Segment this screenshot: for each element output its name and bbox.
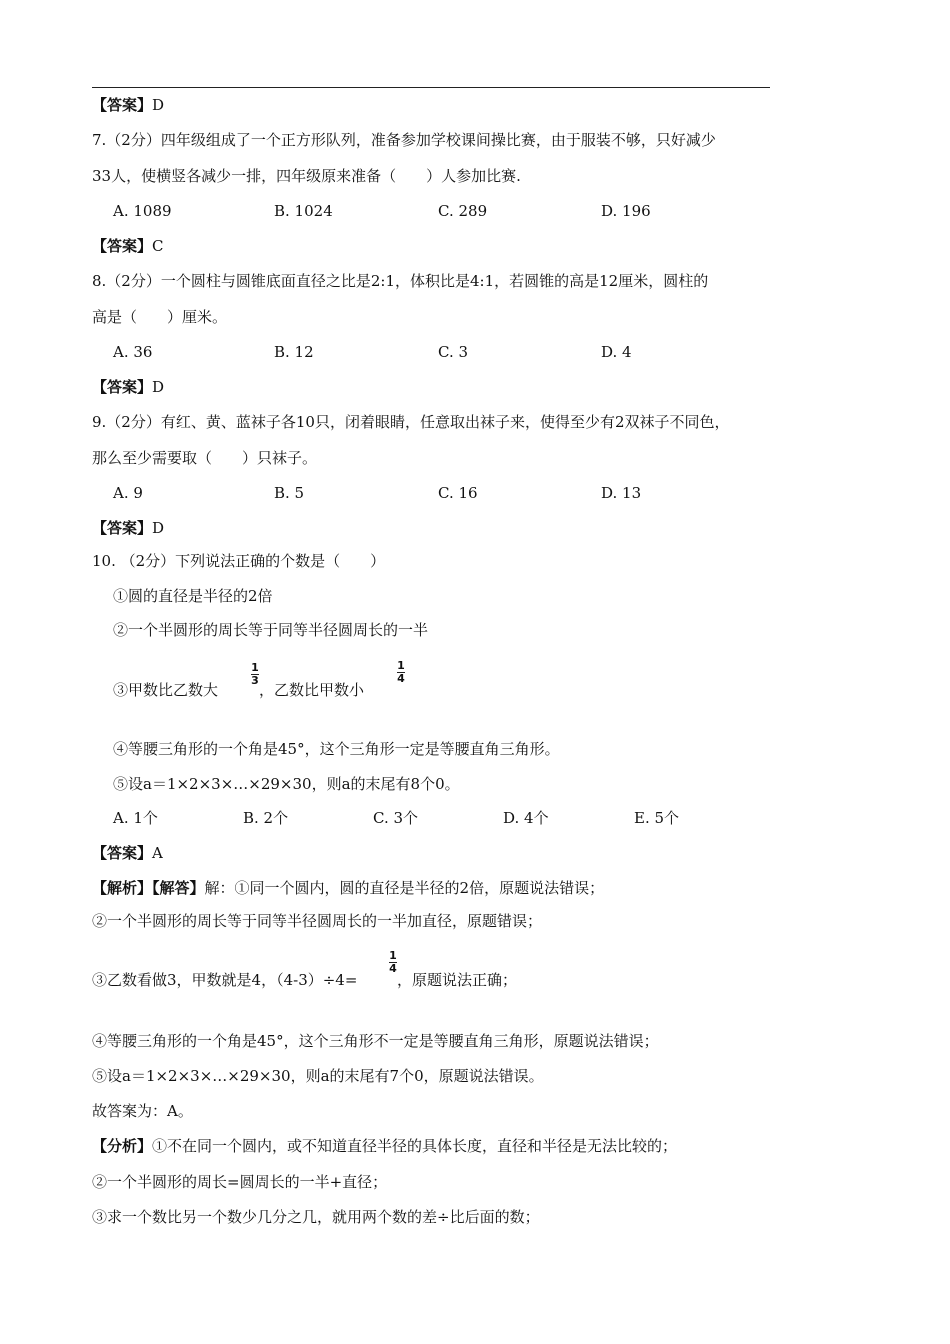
q10-option-a: A. 1个: [113, 809, 158, 827]
q9-option-b: B. 5: [274, 484, 305, 502]
q10-fenxi-3: ③求一个数比另一个数少几分之几，就用两个数的差÷比后面的数；: [92, 1208, 540, 1226]
q9-answer: 【答案】D: [92, 519, 165, 537]
fraction-numerator: 1: [397, 659, 405, 672]
q9-option-d: D. 13: [601, 484, 642, 502]
q7-option-c: C. 289: [438, 202, 488, 220]
q10-fenxi-1: 【分析】①不在同一个圆内，或不知道直径半径的具体长度，直径和半径是无法比较的；: [92, 1137, 678, 1155]
q10-analysis-5: ⑤设a＝1×2×3×…×29×30，则a的末尾有7个0，原题说法错误。: [92, 1067, 544, 1085]
q10-statement-3a: ③甲数比乙数大: [113, 681, 219, 699]
q7-stem-line2: 33人，使横竖各减少一排，四年级原来准备（ ）人参加比赛.: [92, 167, 521, 185]
q8-stem-line2: 高是（ ）厘米。: [92, 308, 228, 326]
fraction-denominator: 3: [251, 674, 259, 687]
q9-stem-line1: 9.（2分）有红、黄、蓝袜子各10只，闭着眼睛，任意取出袜子来，使得至少有2双袜子不同色，: [92, 413, 730, 431]
q8-option-c: C. 3: [438, 343, 469, 361]
q10-analysis-3b: ，原题说法正确；: [397, 971, 518, 989]
q10-option-b: B. 2个: [243, 809, 289, 827]
q10-answer: 【答案】A: [92, 844, 163, 862]
q10-analysis-1: 【解析】【解答】解：①同一个圆内，圆的直径是半径的2倍，原题说法错误；: [92, 879, 605, 897]
q10-analysis-3a: ③乙数看做3，甲数就是4，（4-3）÷4=: [92, 971, 358, 989]
q10-option-c: C. 3个: [373, 809, 419, 827]
q10-stem: 10. （2分）下列说法正确的个数是（ ）: [92, 552, 386, 570]
q7-option-b: B. 1024: [274, 202, 333, 220]
q10-analysis-4: ④等腰三角形的一个角是45°，这个三角形不一定是等腰直角三角形，原题说法错误；: [92, 1032, 659, 1050]
q10-statement-2: ②一个半圆形的周长等于同等半径圆周长的一半: [113, 621, 429, 639]
q7-option-d: D. 196: [601, 202, 651, 220]
q10-statement-3b: ，乙数比甲数小: [259, 681, 365, 699]
q7-answer: 【答案】C: [92, 237, 164, 255]
q8-stem-line1: 8.（2分）一个圆柱与圆锥底面直径之比是2:1，体积比是4:1，若圆锥的高是12厘米，圆柱的: [92, 272, 709, 290]
q8-option-a: A. 36: [113, 343, 153, 361]
q10-option-d: D. 4个: [503, 809, 549, 827]
fraction-numerator: 1: [251, 661, 259, 674]
q10-conclusion: 故答案为：A。: [92, 1102, 193, 1120]
q8-option-b: B. 12: [274, 343, 314, 361]
q10-statement-5: ⑤设a＝1×2×3×…×29×30，则a的末尾有8个0。: [113, 775, 460, 793]
q9-option-c: C. 16: [438, 484, 478, 502]
fraction-denominator: 4: [397, 672, 405, 685]
q8-answer: 【答案】D: [92, 378, 165, 396]
q10-statement-4: ④等腰三角形的一个角是45°，这个三角形一定是等腰直角三角形。: [113, 740, 560, 758]
header-rule: [92, 87, 770, 88]
q7-option-a: A. 1089: [113, 202, 172, 220]
fraction-numerator: 1: [389, 949, 397, 962]
q9-stem-line2: 那么至少需要取（ ）只袜子。: [92, 449, 318, 467]
q10-fraction-one-fourth: [396, 660, 406, 685]
q7-stem-line1: 7.（2分）四年级组成了一个正方形队列，准备参加学校课间操比赛，由于服装不够，只好减少: [92, 131, 716, 149]
q10-statement-1: ①圆的直径是半径的2倍: [113, 587, 273, 605]
q8-option-d: D. 4: [601, 343, 632, 361]
fraction-denominator: 4: [389, 962, 397, 975]
q10-fenxi-2: ②一个半圆形的周长=圆周长的一半+直径；: [92, 1173, 388, 1191]
q9-option-a: A. 9: [113, 484, 143, 502]
q10-analysis-2: ②一个半圆形的周长等于同等半径圆周长的一半加直径，原题错误；: [92, 912, 543, 930]
q10-option-e: E. 5个: [634, 809, 680, 827]
q6-answer: 【答案】D: [92, 96, 165, 114]
